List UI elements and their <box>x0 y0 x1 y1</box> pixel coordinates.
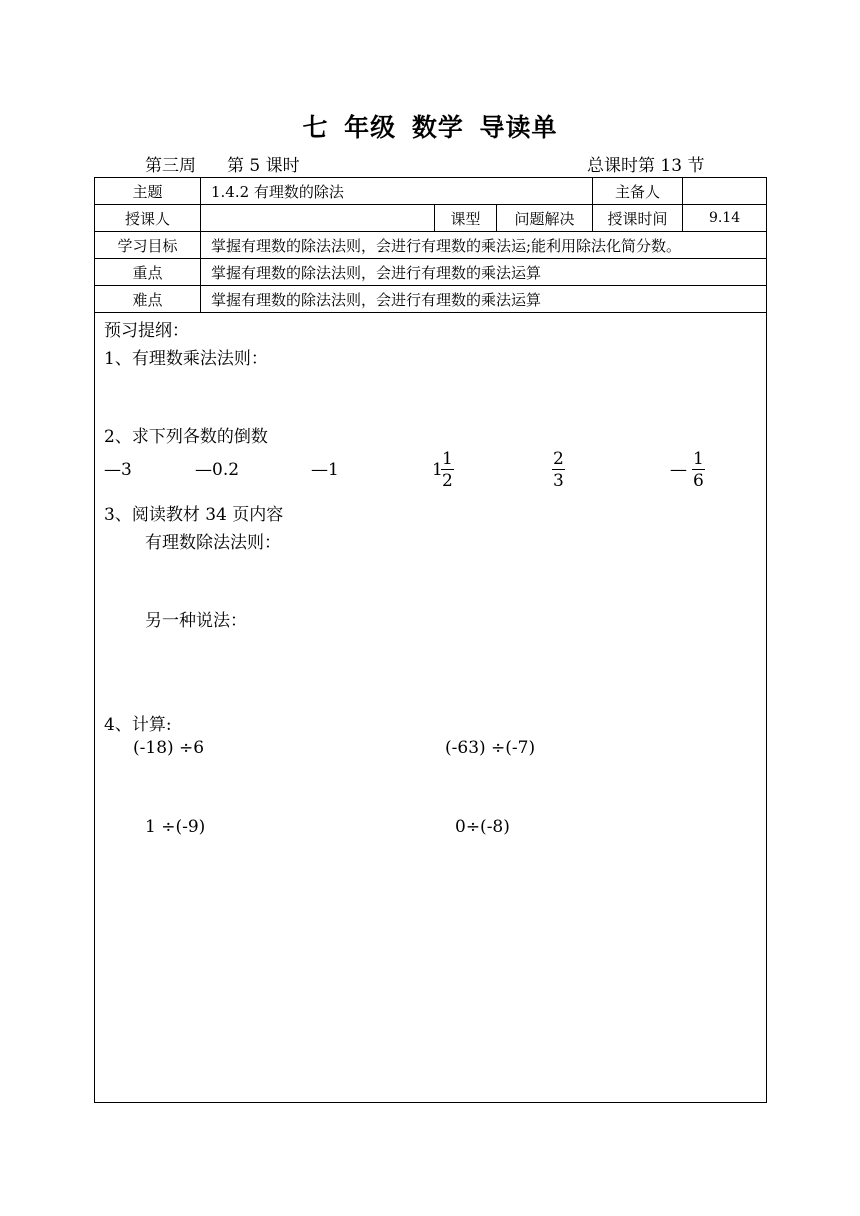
number-neg-3: —3 <box>104 460 132 480</box>
row-objectives <box>95 232 767 259</box>
question-3: 3、阅读教材 34 页内容 <box>104 505 284 525</box>
number-neg-1: —1 <box>311 460 339 480</box>
fraction-numerator: 2 <box>553 449 564 469</box>
key-points-value: 掌握有理数的除法法则，会进行有理数的乘法运算 <box>201 259 767 286</box>
calc-item-4: 0÷(-8) <box>455 817 510 837</box>
question-4: 4、计算: <box>104 715 172 735</box>
difficulties-value: 掌握有理数的除法法则，会进行有理数的乘法运算 <box>201 286 767 313</box>
question-1: 1、有理数乘法法则： <box>104 349 268 369</box>
lesson-type-label: 课型 <box>435 205 497 232</box>
question-2: 2、求下列各数的倒数 <box>104 427 268 447</box>
fraction-denominator: 6 <box>693 471 704 491</box>
alternative-statement-prompt: 另一种说法： <box>145 611 247 631</box>
key-points-label: 重点 <box>95 259 201 286</box>
row-topic <box>95 178 767 205</box>
row-difficulties <box>95 286 767 313</box>
negative-sign: — <box>670 460 687 480</box>
lesson-type-value: 问题解决 <box>497 205 593 232</box>
division-rule-prompt: 有理数除法法则： <box>145 533 281 553</box>
fraction-numerator: 1 <box>693 449 704 469</box>
difficulties-label: 难点 <box>95 286 201 313</box>
lesson-time-label: 授课时间 <box>593 205 683 232</box>
calc-item-1: (-18) ÷6 <box>133 738 205 758</box>
objectives-label: 学习目标 <box>95 232 201 259</box>
preparer-label: 主备人 <box>593 178 683 205</box>
week-label: 第三周 <box>145 156 196 176</box>
teacher-label: 授课人 <box>95 205 201 232</box>
number-neg-0-2: —0.2 <box>195 460 240 480</box>
preparer-value <box>683 178 767 205</box>
calc-item-3: 1 ÷(-9) <box>145 817 206 837</box>
lesson-label: 第 5 课时 <box>227 156 300 176</box>
fraction-denominator: 3 <box>553 471 564 491</box>
lesson-info-table <box>94 177 767 313</box>
teacher-value <box>201 205 435 232</box>
fraction-denominator: 2 <box>442 471 453 491</box>
topic-label: 主题 <box>95 178 201 205</box>
outline-heading: 预习提纲： <box>104 321 189 341</box>
lesson-time-value: 9.14 <box>683 205 767 232</box>
fraction-numerator: 1 <box>442 449 453 469</box>
calc-item-2: (-63) ÷(-7) <box>445 738 536 758</box>
fraction-one-half <box>441 449 454 492</box>
row-teacher <box>95 205 767 232</box>
total-lessons-label: 总课时第 13 节 <box>587 156 705 176</box>
row-key-points <box>95 259 767 286</box>
mixed-number-whole: 1 <box>432 460 443 480</box>
page-title: 七 年级 数学 导读单 <box>302 113 558 142</box>
fraction-two-thirds <box>552 449 565 492</box>
fraction-one-sixth <box>692 449 705 492</box>
objectives-value: 掌握有理数的除法法则，会进行有理数的乘法运;能利用除法化简分数。 <box>201 232 767 259</box>
topic-value: 1.4.2 有理数的除法 <box>201 178 593 205</box>
